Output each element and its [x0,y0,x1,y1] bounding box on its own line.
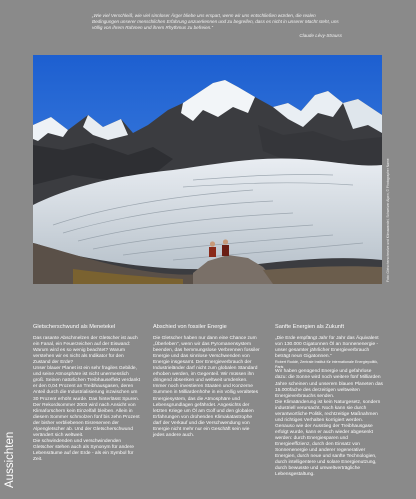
quote-text: „Wie viel Verschleiß, wie viel sinnloser Ärger bliebe uns erspart, wenn wir uns entschließen würden, die realen Bedingungen unserer menschlichen Erfahrung anzuerkennen und zu begreifen, dass es nicht in unserer Macht steht, uns völlig von ihrem Rahmen und ihrem Rhythmus zu befreien.“ [92,13,339,31]
photo-credit [384,57,390,282]
column-paragraph: Die Gletscher haben nur dann eine Chance zum „Überleben“, wenn wir das Pyromanensystem beenden, das hemmungslose Verbrennen fossiler Energie und das sinnlose Verschwenden von Energie insgesamt. Der Energieverbrauch der Industrieländer darf nicht zum globalen Standard erhoben werden, im Gegenteil. Wir müssen ihn dringend absenken und weltweit umdenken. Immer noch investieren Staaten und Konzerne Summen in Milliardenhöhe in ein völlig veraltetes Energiesystem, das die Atmosphäre und Lebensgrundlagen gefährdet. Angesichts der letzten Kriege um Öl am Golf und den globalen Erfahrungen von drohenden Klimakatastrophe darf der Verkauf und die Verschwendung von Energie nicht mehr nur ein Geschäft sein wie jedes andere auch. [153,336,260,438]
column-heading: Sanfte Energien als Zukunft [275,324,345,330]
column-heading: Gletscherschwund als Menetekel [33,324,116,330]
glacier-illustration [33,55,382,284]
column-paragraph: Wir haben genügend Energie und gefahrlose dazu: die Sonne wird noch weitere fünf Milliarden Jahre scheinen und unserem blauen Planeten das 15.000fache des derzeitigen weltweiten Energieverbrauchs senden. [275,369,383,399]
column-paragraph: Unser blauer Planet ist ein sehr fragiles Gebilde, und seine Atmosphäre ist nicht unermesslich groß. Seinen natürlichen Treibhauseffekt verdankt er den 0,04 Prozent an Treibhausgasen, deren Anteil durch die Industrialisierung inzwischen um 30 Prozent erhöht wurde. Das hinterlässt Spuren. Der Rekordsommer 2003 wird nach Ansicht von Klimaforschern kein Einzelfall bleiben. Allein in diesem Sommer schmolzen fünf bis zehn Prozent der bisher verbliebenen Eisreserven der Alpengletscher ab. Und der Gletscherschwund verändert sich weltweit. [33,366,141,438]
column-paragraph: Die schwindenden und verschwindenden Gletscher stehen auch als Synonym für andere Lebensräume auf der Erde - als ein Symbol für Zeit. [33,438,134,462]
section-label: Aussichten [4,431,16,488]
column-paragraph: Das rasante Abschmelzen der Gletscher ist auch ein Fanal, ein Feuerzeichen auf der Eiswand: Warum wird es so wenig beachtet? Warum verstehen wir es nicht als Indikator für den Zustand der Erde? [33,336,138,366]
column-paragraph: Die Klimaänderung ist kein Naturgesetz, sondern industriell verursacht. Noch kann sie durch verantwortliche Politik, rechtzeitige Maßnahmen und richtiges Verhalten korrigiert werden. Genauso wie der Ausstieg der Treibhausgase erfolgt wurde, kann er auch wieder abgesenkt werden: durch Energiesparen und Energieeffizienz, durch den Einsatz von Sonnenenergie und anderer regenerativer Energien, durch neue und sanfte Technologien, durch intelligentere und solare Energienutzung, durch bewusste und umweltverträgliche Lebensgestaltung. [275,399,381,478]
epigraph-quote [92,13,342,39]
column-heading: Abschied von fossiler Energie [153,324,227,330]
glacier-photo [33,55,382,284]
column-soft-energy [275,324,383,478]
quote-source: Robert Roddé, Zentrale Institut für internationale Energiepolitik, Paris [275,360,379,369]
column-glacier-retreat [33,324,141,463]
column-quote: „Die Erde empfängt Jahr für Jahr das Äquivalent von 130.000 Gigatonnen Öl an Sonnenenergie - unser gesamter jährlicher Energieverbrauch beträgt neun Gigatonnen.“ [275,336,379,360]
column-fossil-energy [153,324,261,439]
photo-credit-text: Foto: Gletscherschmelze und Klimawandel, Schweizer Alpen, © Photographer Name [386,158,390,282]
quote-author: Claude Lévy-Strauss [299,32,342,38]
